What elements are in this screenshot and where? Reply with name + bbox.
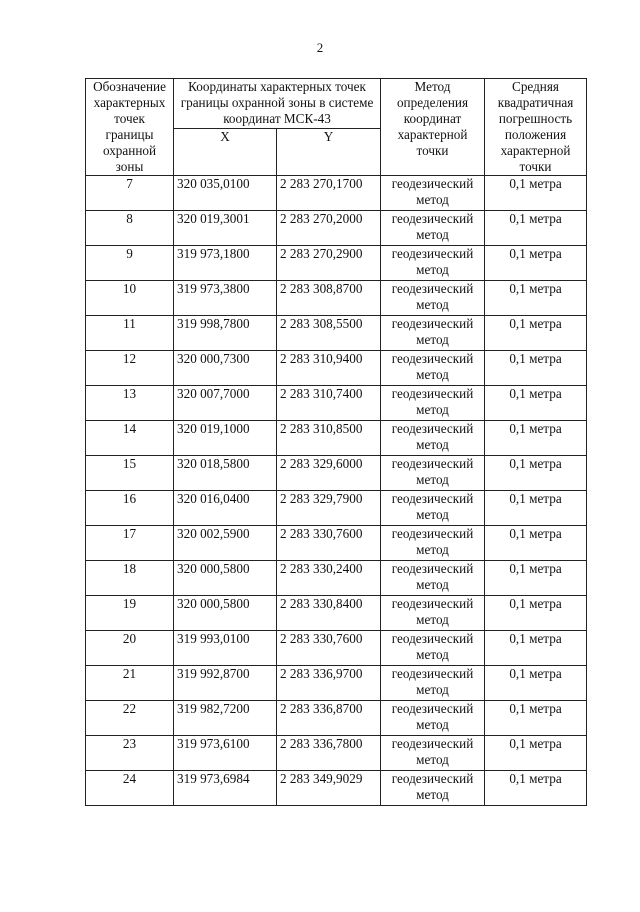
x-coordinate-cell: 320 018,5800	[174, 456, 277, 491]
x-coordinate-cell: 320 000,7300	[174, 351, 277, 386]
error-cell: 0,1 метра	[485, 561, 587, 596]
error-cell: 0,1 метра	[485, 596, 587, 631]
point-number-cell: 10	[86, 281, 174, 316]
y-coordinate-cell: 2 283 310,9400	[277, 351, 381, 386]
x-coordinate-cell: 320 000,5800	[174, 596, 277, 631]
x-coordinate-cell: 320 007,7000	[174, 386, 277, 421]
y-coordinate-cell: 2 283 336,8700	[277, 701, 381, 736]
point-number-cell: 11	[86, 316, 174, 351]
y-coordinate-cell: 2 283 270,2000	[277, 211, 381, 246]
x-coordinate-cell: 320 019,3001	[174, 211, 277, 246]
header-coordinates: Координаты характерных точек границы охранной зоны в системе координат МСК-43	[174, 79, 381, 129]
table-row	[86, 736, 587, 771]
x-coordinate-cell: 319 993,0100	[174, 631, 277, 666]
y-coordinate-cell: 2 283 308,5500	[277, 316, 381, 351]
point-number-cell: 17	[86, 526, 174, 561]
x-coordinate-cell: 319 973,6984	[174, 771, 277, 806]
point-number-cell: 18	[86, 561, 174, 596]
x-coordinate-cell: 319 973,3800	[174, 281, 277, 316]
x-coordinate-cell: 320 002,5900	[174, 526, 277, 561]
table-row	[86, 771, 587, 806]
header-y: Y	[277, 128, 381, 176]
x-coordinate-cell: 320 000,5800	[174, 561, 277, 596]
table-row	[86, 701, 587, 736]
y-coordinate-cell: 2 283 330,2400	[277, 561, 381, 596]
point-number-cell: 22	[86, 701, 174, 736]
error-cell: 0,1 метра	[485, 421, 587, 456]
table-row	[86, 176, 587, 211]
method-cell: геодезический метод	[381, 316, 485, 351]
error-cell: 0,1 метра	[485, 666, 587, 701]
point-number-cell: 9	[86, 246, 174, 281]
table-row	[86, 211, 587, 246]
error-cell: 0,1 метра	[485, 491, 587, 526]
method-cell: геодезический метод	[381, 281, 485, 316]
y-coordinate-cell: 2 283 329,6000	[277, 456, 381, 491]
y-coordinate-cell: 2 283 336,9700	[277, 666, 381, 701]
method-cell: геодезический метод	[381, 561, 485, 596]
x-coordinate-cell: 319 973,1800	[174, 246, 277, 281]
x-coordinate-cell: 320 035,0100	[174, 176, 277, 211]
point-number-cell: 12	[86, 351, 174, 386]
point-number-cell: 21	[86, 666, 174, 701]
y-coordinate-cell: 2 283 336,7800	[277, 736, 381, 771]
method-cell: геодезический метод	[381, 176, 485, 211]
point-number-cell: 13	[86, 386, 174, 421]
x-coordinate-cell: 320 019,1000	[174, 421, 277, 456]
method-cell: геодезический метод	[381, 631, 485, 666]
x-coordinate-cell: 320 016,0400	[174, 491, 277, 526]
y-coordinate-cell: 2 283 330,7600	[277, 526, 381, 561]
page-number: 2	[316, 40, 324, 55]
table-row	[86, 386, 587, 421]
table-row	[86, 316, 587, 351]
table-row	[86, 491, 587, 526]
table-row	[86, 351, 587, 386]
y-coordinate-cell: 2 283 310,8500	[277, 421, 381, 456]
error-cell: 0,1 метра	[485, 211, 587, 246]
error-cell: 0,1 метра	[485, 351, 587, 386]
method-cell: геодезический метод	[381, 666, 485, 701]
table-row	[86, 526, 587, 561]
point-number-cell: 7	[86, 176, 174, 211]
method-cell: геодезический метод	[381, 771, 485, 806]
x-coordinate-cell: 319 998,7800	[174, 316, 277, 351]
error-cell: 0,1 метра	[485, 736, 587, 771]
error-cell: 0,1 метра	[485, 386, 587, 421]
y-coordinate-cell: 2 283 308,8700	[277, 281, 381, 316]
error-cell: 0,1 метра	[485, 176, 587, 211]
table-row	[86, 561, 587, 596]
method-cell: геодезический метод	[381, 456, 485, 491]
y-coordinate-cell: 2 283 310,7400	[277, 386, 381, 421]
y-coordinate-cell: 2 283 270,2900	[277, 246, 381, 281]
point-number-cell: 14	[86, 421, 174, 456]
table-row	[86, 421, 587, 456]
x-coordinate-cell: 319 973,6100	[174, 736, 277, 771]
y-coordinate-cell: 2 283 349,9029	[277, 771, 381, 806]
table-row	[86, 631, 587, 666]
point-number-cell: 19	[86, 596, 174, 631]
y-coordinate-cell: 2 283 330,8400	[277, 596, 381, 631]
y-coordinate-cell: 2 283 330,7600	[277, 631, 381, 666]
header-error: Средняя квадратичная погрешность положения характерной точки	[485, 79, 587, 176]
method-cell: геодезический метод	[381, 246, 485, 281]
table-row	[86, 456, 587, 491]
error-cell: 0,1 метра	[485, 526, 587, 561]
y-coordinate-cell: 2 283 270,1700	[277, 176, 381, 211]
error-cell: 0,1 метра	[485, 281, 587, 316]
table-row	[86, 246, 587, 281]
coordinates-table	[85, 78, 587, 806]
error-cell: 0,1 метра	[485, 316, 587, 351]
error-cell: 0,1 метра	[485, 771, 587, 806]
point-number-cell: 20	[86, 631, 174, 666]
method-cell: геодезический метод	[381, 351, 485, 386]
error-cell: 0,1 метра	[485, 246, 587, 281]
method-cell: геодезический метод	[381, 526, 485, 561]
header-point-designation: Обозначение характерных точек границы охранной зоны	[86, 79, 174, 176]
point-number-cell: 16	[86, 491, 174, 526]
table-row	[86, 596, 587, 631]
error-cell: 0,1 метра	[485, 701, 587, 736]
point-number-cell: 24	[86, 771, 174, 806]
y-coordinate-cell: 2 283 329,7900	[277, 491, 381, 526]
method-cell: геодезический метод	[381, 596, 485, 631]
error-cell: 0,1 метра	[485, 631, 587, 666]
point-number-cell: 8	[86, 211, 174, 246]
method-cell: геодезический метод	[381, 421, 485, 456]
method-cell: геодезический метод	[381, 211, 485, 246]
x-coordinate-cell: 319 992,8700	[174, 666, 277, 701]
error-cell: 0,1 метра	[485, 456, 587, 491]
method-cell: геодезический метод	[381, 491, 485, 526]
point-number-cell: 15	[86, 456, 174, 491]
method-cell: геодезический метод	[381, 736, 485, 771]
method-cell: геодезический метод	[381, 386, 485, 421]
table-row	[86, 666, 587, 701]
table-row	[86, 281, 587, 316]
x-coordinate-cell: 319 982,7200	[174, 701, 277, 736]
header-x: X	[174, 128, 277, 176]
point-number-cell: 23	[86, 736, 174, 771]
method-cell: геодезический метод	[381, 701, 485, 736]
header-method: Метод определения координат характерной точки	[381, 79, 485, 176]
